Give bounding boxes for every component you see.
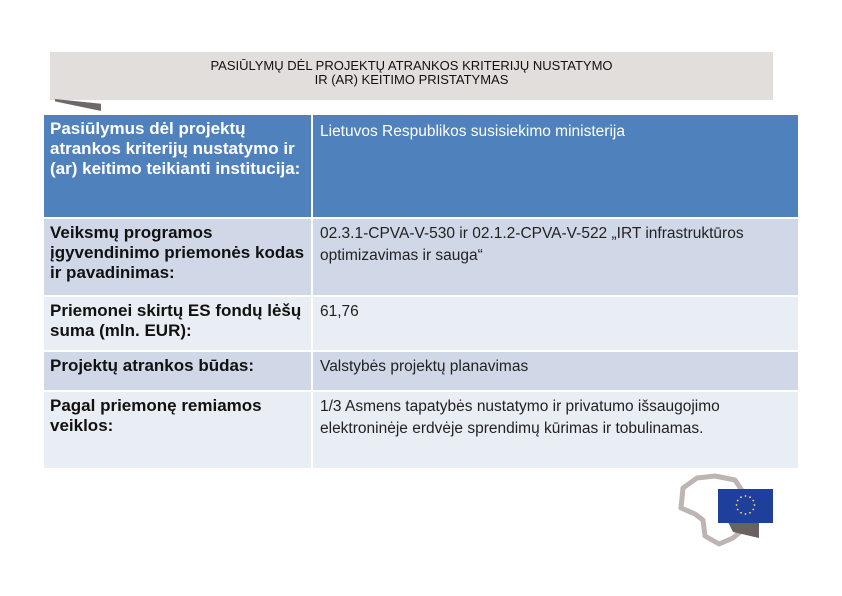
row-label: Veiksmų programos įgyvendinimo priemonės kodas ir pavadinimas: (43, 218, 312, 296)
row-label: Pagal priemonę remiamos veiklos: (43, 391, 312, 469)
info-table (42, 113, 800, 470)
row-label: Projektų atrankos būdas: (43, 351, 312, 391)
title-banner (50, 52, 773, 100)
row-value: Valstybės projektų planavimas (312, 351, 799, 391)
banner-shadow-decoration (55, 99, 101, 111)
table-row (43, 114, 799, 218)
title-line-1: PASIŪLYMŲ DĖL PROJEKTŲ ATRANKOS KRITERIJŲ NUSTATYMO (210, 58, 613, 73)
table-row (43, 351, 799, 391)
lithuania-eu-logo (675, 470, 775, 550)
row-value: 61,76 (312, 296, 799, 351)
title-line-2: IR (AR) KEITIMO PRISTATYMAS (314, 72, 509, 87)
table-row (43, 391, 799, 469)
eu-flag-icon (718, 489, 773, 523)
row-value: Lietuvos Respublikos susisiekimo ministerija (312, 114, 799, 218)
table-row (43, 218, 799, 296)
row-value: 1/3 Asmens tapatybės nustatymo ir privatumo išsaugojimo elektroninėje erdvėje sprendimų kūrimas ir tobulinamas. (312, 391, 799, 469)
table-row (43, 296, 799, 351)
row-value: 02.3.1-CPVA-V-530 ir 02.1.2-CPVA-V-522 „IRT infrastruktūros optimizavimas ir sauga“ (312, 218, 799, 296)
row-label: Pasiūlymus dėl projektų atrankos kriterijų nustatymo ir (ar) keitimo teikianti institucija: (43, 114, 312, 218)
row-label: Priemonei skirtų ES fondų lėšų suma (mln. EUR): (43, 296, 312, 351)
